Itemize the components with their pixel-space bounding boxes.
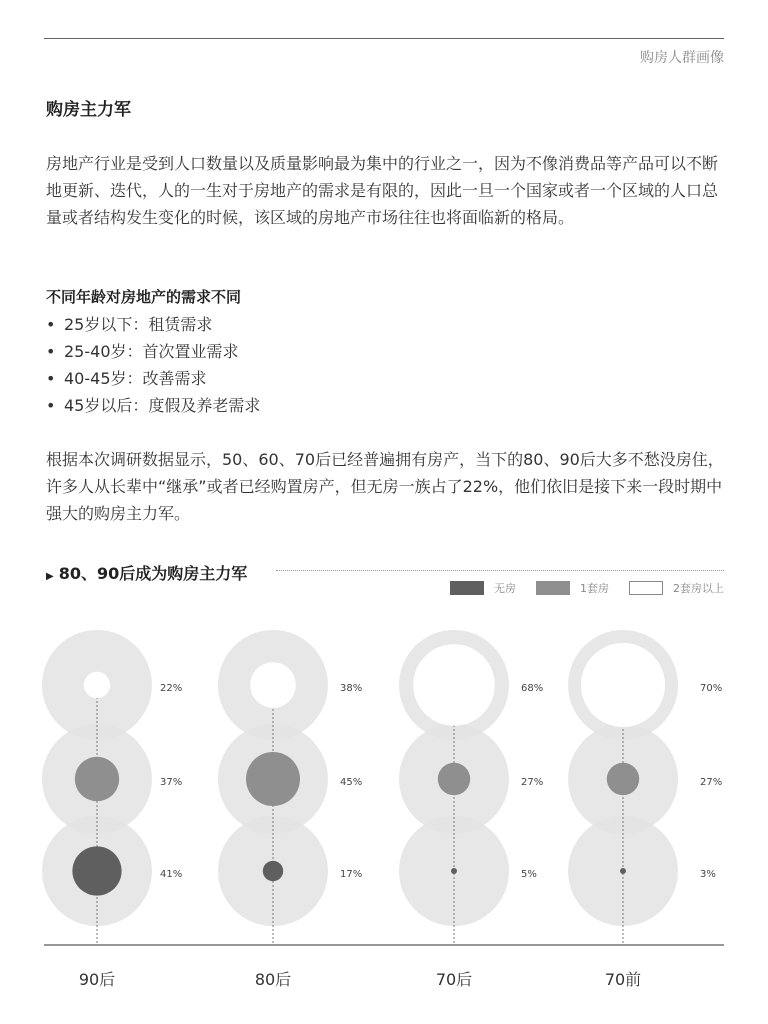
legend-label: 2套房以上 bbox=[673, 582, 724, 595]
bubble-2套房以上 bbox=[250, 662, 296, 708]
bubble-1套房 bbox=[607, 763, 639, 795]
data-label: 38% bbox=[340, 683, 363, 694]
bubble-无房 bbox=[620, 868, 626, 874]
list-item: • 40-45岁：改善需求 bbox=[46, 365, 260, 392]
conclusion-paragraph: 根据本次调研数据显示，50、60、70后已经普遍拥有房产，当下的80、90后大多不愁没房住，许多人从长辈中“继承”或者已经购置房产，但无房一族占了22%，他们依旧是接下来一段时期中强大的购房主力军。 bbox=[46, 450, 724, 523]
list-item: • 45岁以后：度假及养老需求 bbox=[46, 392, 260, 419]
section-label: 购房人群画像 bbox=[640, 50, 724, 66]
bubble-1套房 bbox=[438, 763, 470, 795]
list-item: • 25岁以下：租赁需求 bbox=[46, 311, 260, 338]
data-label: 68% bbox=[521, 683, 544, 694]
intro-paragraph: 房地产行业是受到人口数量以及质量影响最为集中的行业之一，因为不像消费品等产品可以不断地更新、迭代，人的一生对于房地产的需求是有限的，因此一旦一个国家或者一个区域的人口总量或者结构发生变化的时候，该区域的房地产市场往往也将面临新的格局。 bbox=[46, 154, 719, 227]
data-label: 41% bbox=[160, 869, 183, 880]
bubble-1套房 bbox=[75, 757, 119, 801]
category-label: 70后 bbox=[435, 970, 473, 989]
subtitle: 不同年龄对房地产的需求不同 bbox=[46, 288, 242, 306]
page-title: 购房主力军 bbox=[46, 100, 131, 120]
data-label: 27% bbox=[700, 777, 723, 788]
data-label: 17% bbox=[340, 869, 363, 880]
category-label: 90后 bbox=[78, 970, 116, 989]
legend-label: 1套房 bbox=[580, 582, 609, 595]
bubble-无房 bbox=[72, 846, 121, 895]
triangle-icon: ▶ bbox=[46, 571, 54, 582]
bubble-无房 bbox=[451, 868, 457, 874]
data-label: 22% bbox=[160, 683, 183, 694]
data-label: 70% bbox=[700, 683, 723, 694]
bubble-2套房以上 bbox=[84, 672, 110, 698]
bubble-1套房 bbox=[246, 752, 300, 806]
category-label: 80后 bbox=[254, 970, 292, 989]
chart-title-text: 80、90后成为购房主力军 bbox=[58, 564, 248, 583]
data-label: 37% bbox=[160, 777, 183, 788]
bubble-2套房以上 bbox=[413, 644, 495, 726]
list-item: • 25-40岁：首次置业需求 bbox=[46, 338, 260, 365]
bubble-2套房以上 bbox=[581, 643, 665, 727]
data-label: 3% bbox=[700, 869, 716, 880]
data-label: 5% bbox=[521, 869, 537, 880]
bubble-无房 bbox=[263, 861, 283, 881]
legend-label: 无房 bbox=[494, 582, 516, 595]
category-label: 70前 bbox=[604, 970, 642, 989]
data-label: 27% bbox=[521, 777, 544, 788]
data-label: 45% bbox=[340, 777, 363, 788]
